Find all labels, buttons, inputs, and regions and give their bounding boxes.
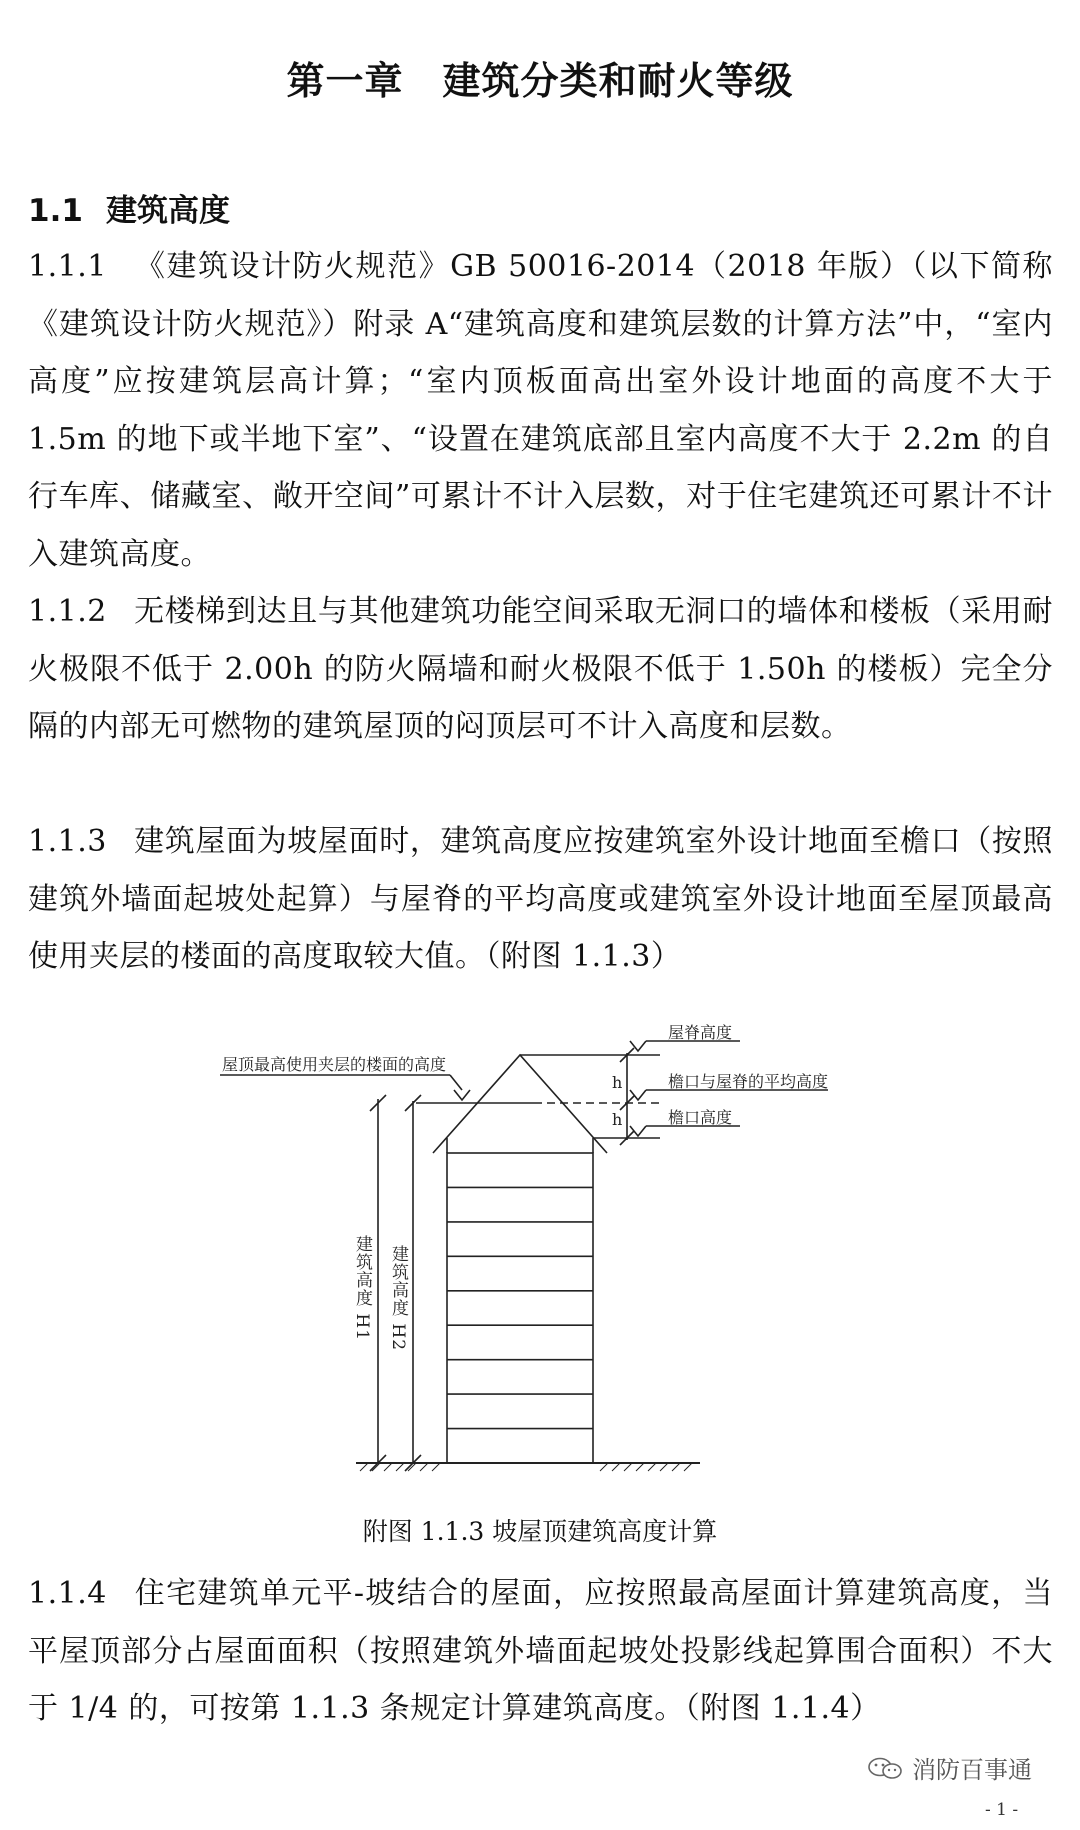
paragraph-text: 无楼梯到达且与其他建筑功能空间采取无洞口的墙体和楼板（采用耐火极限不低于 2.00h 的防火隔墙和耐火极限不低于 1.50h 的楼板）完全分隔的内部无可燃物的建筑屋顶的闷顶层可不计入高度和层数。 — [28, 594, 1053, 745]
paragraph-1-1-2 — [28, 583, 1053, 756]
paragraph-number: 1.1.2 — [28, 594, 107, 629]
paragraph-1-1-4 — [28, 1565, 1053, 1738]
section-title-text: 建筑高度 — [106, 193, 230, 229]
label-top-mezzanine: 屋顶最高使用夹层的楼面的高度 — [222, 1055, 447, 1074]
building-body — [447, 1153, 593, 1463]
label-eave-height: 檐口高度 — [668, 1108, 733, 1127]
wechat-icon — [866, 1756, 906, 1780]
page-number: - 1 - — [985, 1800, 1019, 1820]
section-number: 1.1 — [28, 193, 83, 229]
watermark-text: 消防百事通 — [912, 1756, 1032, 1784]
chapter-title: 第一章 建筑分类和耐火等级 — [286, 59, 794, 103]
label-average-height: 檐口与屋脊的平均高度 — [668, 1072, 829, 1091]
label-h-upper: h — [612, 1073, 623, 1092]
paragraph-number: 1.1.4 — [28, 1576, 107, 1611]
floor-lines — [447, 1187, 593, 1428]
label-height-h2: 建筑高度 H2 — [388, 1245, 408, 1352]
watermark — [866, 1750, 1032, 1785]
figure-sloped-roof — [0, 1023, 1080, 1500]
paragraph-text: 建筑屋面为坡屋面时，建筑高度应按建筑室外设计地面至檐口（按照建筑外墙面起坡处起算）与屋脊的平均高度或建筑室外设计地面至屋顶最高使用夹层的楼面的高度取较大值。（附图 1.1.3） — [28, 824, 1053, 975]
paragraph-1-1-3 — [28, 813, 1053, 986]
paragraph-1-1-1 — [28, 238, 1053, 584]
paragraph-number: 1.1.1 — [28, 249, 107, 284]
label-h-lower: h — [612, 1110, 623, 1129]
paragraph-text: 《建筑设计防火规范》GB 50016-2014（2018 年版）（以下简称《建筑设计防火规范》）附录 A“建筑高度和建筑层数的计算方法”中，“室内高度”应按建筑层高计算；“室内顶板面高出室外设计地面的高度不大于 1.5m 的地下或半地下室”、“设置在建筑底部且室内高度不大于 2.2m 的自行车库、储藏室、敞开空间”可累计不计入层数，对于住宅建筑还可累计不计入建筑高度。 — [28, 249, 1053, 572]
figure-caption: 附图 1.1.3 坡屋顶建筑高度计算 — [362, 1517, 718, 1546]
paragraph-text: 住宅建筑单元平-坡结合的屋面，应按照最高屋面计算建筑高度，当平屋顶部分占屋面面积（按照建筑外墙面起坡处投影线起算围合面积）不大于 1/4 的，可按第 1.1.3 条规定计算建筑高度。（附图 1.1.4） — [28, 1576, 1053, 1727]
section-heading — [28, 185, 230, 230]
roof-outline — [433, 1055, 607, 1153]
label-height-h1: 建筑高度 H1 — [352, 1235, 372, 1342]
label-ridge-height: 屋脊高度 — [668, 1023, 733, 1042]
sloped-roof-diagram — [0, 1035, 1080, 1500]
paragraph-number: 1.1.3 — [28, 824, 107, 859]
